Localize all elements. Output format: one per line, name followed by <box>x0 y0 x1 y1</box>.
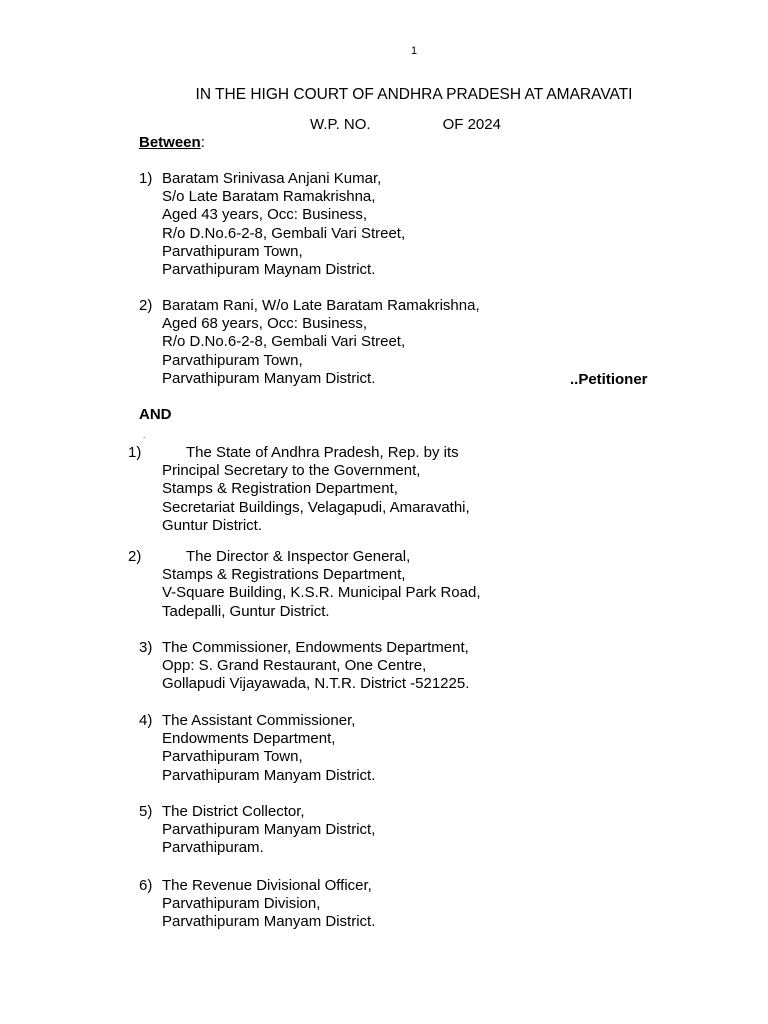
party-line: Parvathipuram Division, <box>162 895 321 913</box>
wp-number-label: W.P. NO. <box>310 116 371 133</box>
party-line: Parvathipuram Town, <box>162 242 303 260</box>
party-line: The Commissioner, Endowments Department, <box>162 639 469 656</box>
party-number: 1) <box>139 170 153 187</box>
party-number: 1) <box>128 444 142 461</box>
party-line: Stamps & Registration Department, <box>162 480 398 498</box>
party-number: 4) <box>139 712 153 729</box>
party-line: S/o Late Baratam Ramakrishna, <box>162 188 376 206</box>
party-line: Baratam Srinivasa Anjani Kumar, <box>162 170 382 187</box>
party-number: 6) <box>139 877 153 894</box>
party-line: The Revenue Divisional Officer, <box>162 877 372 894</box>
party-line: The State of Andhra Pradesh, Rep. by its <box>186 444 459 461</box>
party-line: Aged 43 years, Occ: Business, <box>162 206 368 224</box>
wp-year-label: OF 2024 <box>442 116 501 133</box>
between-heading <box>139 134 205 151</box>
party-number: 5) <box>139 803 153 820</box>
and-label: AND <box>139 406 172 423</box>
party-line: The Assistant Commissioner, <box>162 712 356 729</box>
party-line: Parvathipuram. <box>162 839 264 857</box>
petitioner-tag: ..Petitioner <box>570 371 648 388</box>
court-title: IN THE HIGH COURT OF ANDHRA PRADESH AT AMARAVATI <box>195 86 633 103</box>
between-colon: : <box>200 134 205 151</box>
party-line: R/o D.No.6-2-8, Gembali Vari Street, <box>162 333 406 351</box>
party-line: Tadepalli, Guntur District. <box>162 602 330 620</box>
party-line: Parvathipuram Manyam District. <box>162 913 376 931</box>
party-line: Parvathipuram Town, <box>162 351 303 369</box>
party-line: Parvathipuram Manyam District, <box>162 821 376 839</box>
party-line: Gollapudi Vijayawada, N.T.R. District -521225. <box>162 675 470 693</box>
party-line: The District Collector, <box>162 803 305 820</box>
party-line: Aged 68 years, Occ: Business, <box>162 315 368 333</box>
party-line: V-Square Building, K.S.R. Municipal Park Road, <box>162 584 481 602</box>
party-line: Parvathipuram Maynam District. <box>162 261 376 279</box>
party-line: Parvathipuram Manyam District. <box>162 369 376 387</box>
party-line: R/o D.No.6-2-8, Gembali Vari Street, <box>162 224 406 242</box>
party-line: Endowments Department, <box>162 730 336 748</box>
case-number-line <box>310 116 501 133</box>
party-line: Parvathipuram Manyam District. <box>162 766 376 784</box>
party-line: Stamps & Registrations Department, <box>162 566 406 584</box>
party-number: 2) <box>128 548 142 565</box>
separator-dot: . <box>143 431 146 440</box>
party-line: Principal Secretary to the Government, <box>162 462 421 480</box>
party-number: 2) <box>139 297 153 314</box>
party-line: Secretariat Buildings, Velagapudi, Amaravathi, <box>162 498 470 516</box>
page-number: 1 <box>410 45 418 57</box>
party-line: Opp: S. Grand Restaurant, One Centre, <box>162 657 427 675</box>
between-label: Between <box>139 134 201 151</box>
party-number: 3) <box>139 639 153 656</box>
party-line: The Director & Inspector General, <box>186 548 411 565</box>
party-line: Baratam Rani, W/o Late Baratam Ramakrishna, <box>162 297 480 314</box>
party-line: Parvathipuram Town, <box>162 748 303 766</box>
party-line: Guntur District. <box>162 516 263 534</box>
